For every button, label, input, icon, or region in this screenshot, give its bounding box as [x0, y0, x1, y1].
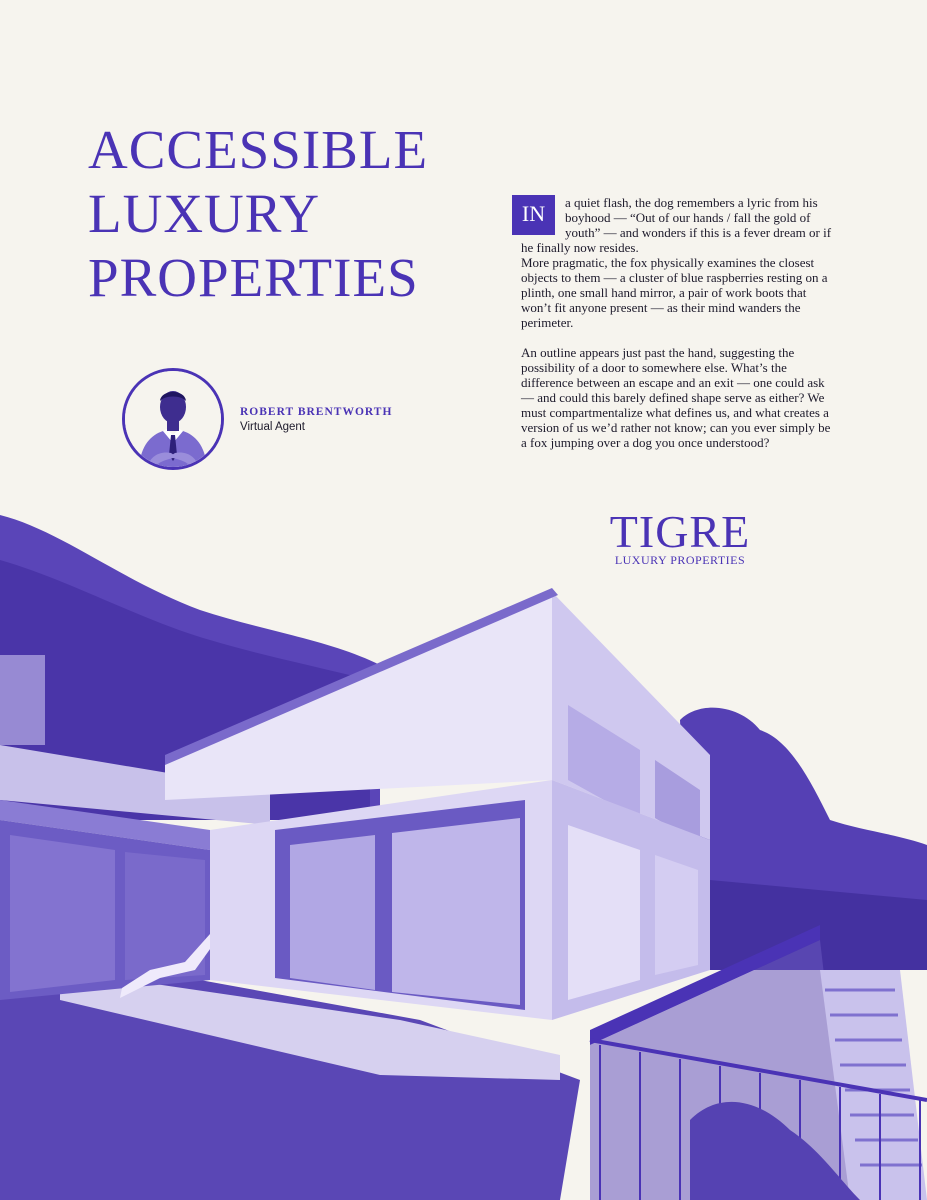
article-paragraph-1-text: a quiet flash, the dog remembers a lyric from his boyhood — “Out of our hands / fall the gold of youth” — and wonders if this is a fever dream or if he finally now resides. [521, 195, 832, 255]
article-body [521, 195, 839, 450]
glass-panel [290, 835, 375, 990]
glass-balustrade [0, 655, 45, 745]
agent-name: ROBERT BRENTWORTH [240, 406, 393, 418]
agent-portrait-icon [125, 371, 221, 467]
side-glass-panel [655, 855, 698, 975]
title-line-3: PROPERTIES [88, 247, 419, 308]
logo-tagline: LUXURY PROPERTIES [614, 553, 746, 567]
house-photo [0, 500, 927, 1200]
side-glass-panel [568, 825, 640, 1000]
article-paragraph-2: More pragmatic, the fox physically examines the closest objects to them — a cluster of blue raspberries resting on a plinth, one small hand mirror, a pair of work boots that won’t fit anyone present — as their mind wanders the perimeter. [521, 255, 828, 330]
agent-role: Virtual Agent [240, 421, 306, 433]
logo-wordmark: TIGRE [609, 506, 751, 557]
drop-cap: IN [512, 195, 555, 235]
article-paragraph-1 [521, 195, 839, 255]
agent-avatar [122, 368, 224, 470]
title-line-2: LUXURY [88, 183, 321, 244]
page-title [88, 118, 488, 310]
article-paragraph-3: An outline appears just past the hand, suggesting the possibility of a door to somewhere else. What’s the difference between an escape and an exit — one could ask — and could this barely defined shape serve as either? We must compartmentalize what defines us, and what creates a version of us we’d rather not know; can you ever simply be a fox jumping over a dog you once understood? [521, 345, 831, 450]
glass-panel [392, 818, 520, 1005]
left-window-pane [10, 835, 115, 992]
title-line-1: ACCESSIBLE [88, 119, 429, 180]
